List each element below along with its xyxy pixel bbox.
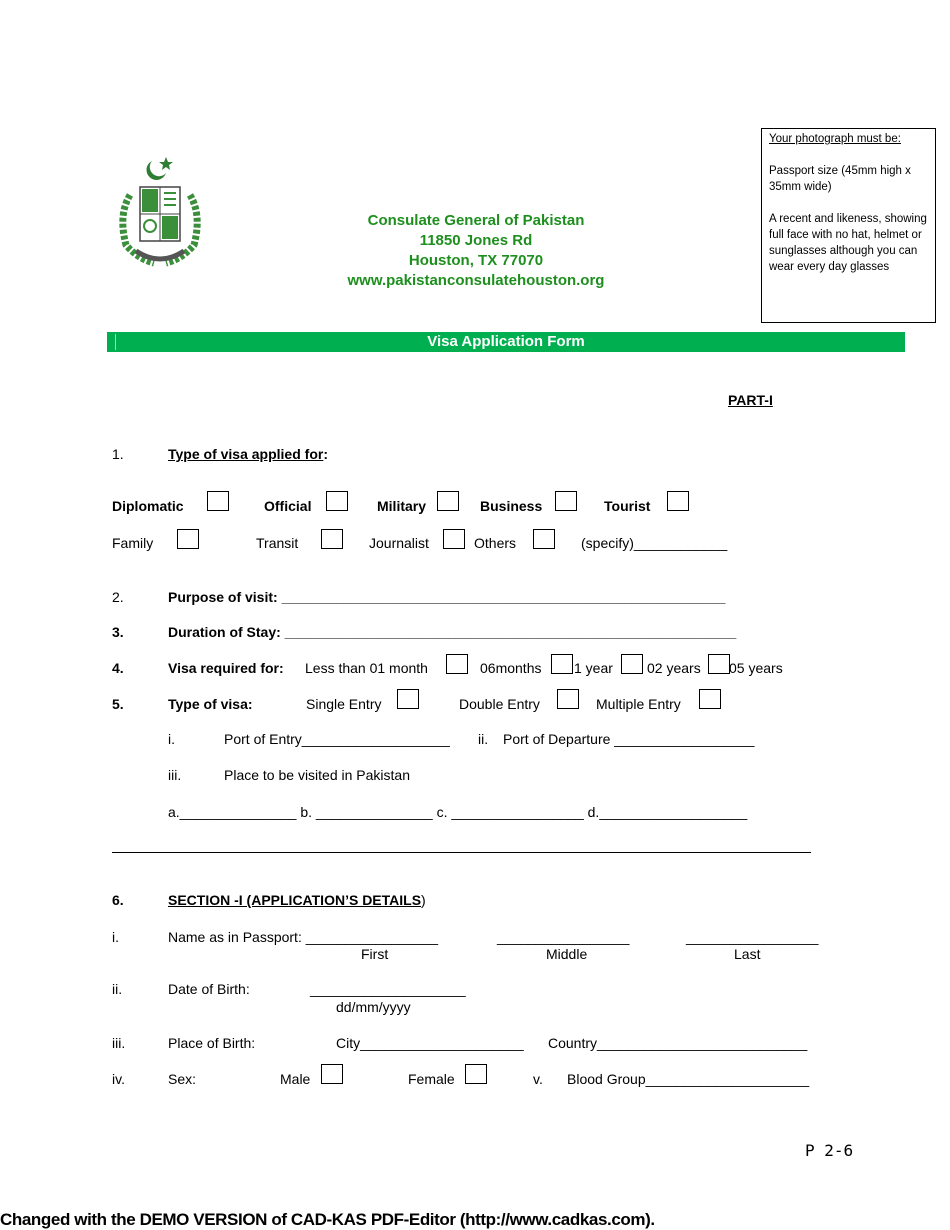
checkbox-male[interactable]: [321, 1064, 343, 1084]
q6-ii-number: ii.: [112, 981, 123, 997]
name-last-field[interactable]: _________________: [686, 929, 819, 945]
checkbox-1year[interactable]: [621, 654, 643, 674]
option-female-label: Female: [408, 1071, 455, 1087]
pob-label: Place of Birth:: [168, 1035, 256, 1051]
q5-ii-number: ii.: [478, 731, 489, 747]
checkbox-single-entry[interactable]: [397, 689, 419, 709]
checkbox-tourist[interactable]: [667, 491, 689, 511]
consulate-name: Consulate General of Pakistan: [367, 212, 585, 229]
option-others-label: Others: [474, 535, 517, 551]
q6-number: 6.: [112, 892, 124, 908]
dob-label: Date of Birth:: [168, 981, 250, 997]
q1-number: 1.: [112, 446, 124, 462]
checkbox-diplomatic[interactable]: [207, 491, 229, 511]
option-single-entry-label: Single Entry: [306, 696, 382, 712]
pob-country-field[interactable]: Country___________________________: [548, 1035, 808, 1051]
consulate-city: Houston, TX 77070: [408, 252, 544, 269]
specify-field[interactable]: (specify)____________: [581, 535, 728, 551]
option-2years-label: 02 years: [647, 660, 701, 676]
consulate-street: 11850 Jones Rd: [419, 232, 533, 249]
q4-number: 4.: [112, 660, 124, 676]
sex-label: Sex:: [168, 1071, 197, 1087]
places-fields[interactable]: a._______________ b. _______________ c. _________________ d.___________________: [168, 804, 748, 820]
checkbox-others[interactable]: [533, 529, 555, 549]
checkbox-female[interactable]: [465, 1064, 487, 1084]
option-diplomatic-label: Diplomatic: [112, 498, 184, 514]
q5-label: Type of visa:: [168, 696, 253, 712]
q6-i-number: i.: [112, 929, 119, 945]
divider-line: [112, 852, 811, 853]
q5-iii-number: iii.: [168, 767, 182, 783]
checkbox-journalist[interactable]: [443, 529, 465, 549]
last-caption: Last: [734, 946, 761, 962]
option-tourist-label: Tourist: [604, 498, 651, 514]
pob-city-field[interactable]: City_____________________: [336, 1035, 524, 1051]
q5-i-number: i.: [168, 731, 175, 747]
blood-group-field[interactable]: Blood Group_____________________: [567, 1071, 810, 1087]
middle-caption: Middle: [546, 946, 588, 962]
port-of-entry-field[interactable]: Port of Entry___________________: [224, 731, 450, 747]
q6-iii-number: iii.: [112, 1035, 126, 1051]
photo-title: Your photograph must be:: [769, 133, 901, 145]
checkbox-business[interactable]: [555, 491, 577, 511]
checkbox-less-than-month[interactable]: [446, 654, 468, 674]
demo-version-notice: Changed with the DEMO VERSION of CAD-KAS PDF-Editor (http://www.cadkas.com).: [0, 1210, 655, 1229]
option-double-entry-label: Double Entry: [459, 696, 540, 712]
option-multiple-entry-label: Multiple Entry: [596, 696, 681, 712]
q1-label: Type of visa applied for:: [168, 446, 328, 462]
option-male-label: Male: [280, 1071, 311, 1087]
consulate-website[interactable]: www.pakistanconsulatehouston.org: [347, 272, 605, 289]
name-middle-field[interactable]: _________________: [497, 929, 630, 945]
q3-number: 3.: [112, 624, 124, 640]
q5-number: 5.: [112, 696, 124, 712]
form-title-bar: [107, 332, 905, 352]
photo-size-text: Passport size (45mm high x 35mm wide): [769, 165, 911, 193]
option-family-label: Family: [112, 535, 154, 551]
form-title: Visa Application Form: [427, 333, 585, 350]
checkbox-double-entry[interactable]: [557, 689, 579, 709]
duration-of-stay-field[interactable]: Duration of Stay: __________________________________________________________: [168, 624, 737, 640]
option-business-label: Business: [480, 498, 543, 514]
photo-likeness-text: A recent and likeness, showing full face with no hat, helmet or sunglasses although you can wear every day glasses: [769, 213, 927, 273]
first-caption: First: [361, 946, 389, 962]
port-of-departure-field[interactable]: Port of Departure __________________: [503, 731, 755, 747]
option-1year-label: 1 year: [574, 660, 613, 676]
section-1-title: SECTION -I (APPLICATION’S DETAILS): [168, 892, 426, 908]
page-number: P 2-6: [805, 1141, 854, 1160]
checkbox-transit[interactable]: [321, 529, 343, 549]
option-less-than-month-label: Less than 01 month: [305, 660, 428, 676]
name-first-field[interactable]: Name as in Passport: _________________: [168, 929, 439, 945]
dob-field[interactable]: ____________________: [310, 981, 466, 997]
checkbox-official[interactable]: [326, 491, 348, 511]
q6-iv-number: iv.: [112, 1071, 125, 1087]
option-official-label: Official: [264, 498, 312, 514]
dob-format: dd/mm/yyyy: [336, 999, 411, 1015]
option-military-label: Military: [377, 498, 427, 514]
checkbox-6months[interactable]: [551, 654, 573, 674]
checkbox-military[interactable]: [437, 491, 459, 511]
purpose-of-visit-field[interactable]: Purpose of visit: _________________________________________________________: [168, 589, 726, 605]
option-5years-label: 05 years: [729, 660, 783, 676]
checkbox-2years[interactable]: [708, 654, 730, 674]
q6-v-number: v.: [533, 1071, 543, 1087]
checkbox-family[interactable]: [177, 529, 199, 549]
option-transit-label: Transit: [256, 535, 299, 551]
checkbox-multiple-entry[interactable]: [699, 689, 721, 709]
q2-number: 2.: [112, 589, 124, 605]
option-6months-label: 06months: [480, 660, 542, 676]
places-label: Place to be visited in Pakistan: [224, 767, 410, 783]
part-label: PART-I: [728, 392, 773, 408]
option-journalist-label: Journalist: [369, 535, 429, 551]
q4-label: Visa required for:: [168, 660, 284, 676]
